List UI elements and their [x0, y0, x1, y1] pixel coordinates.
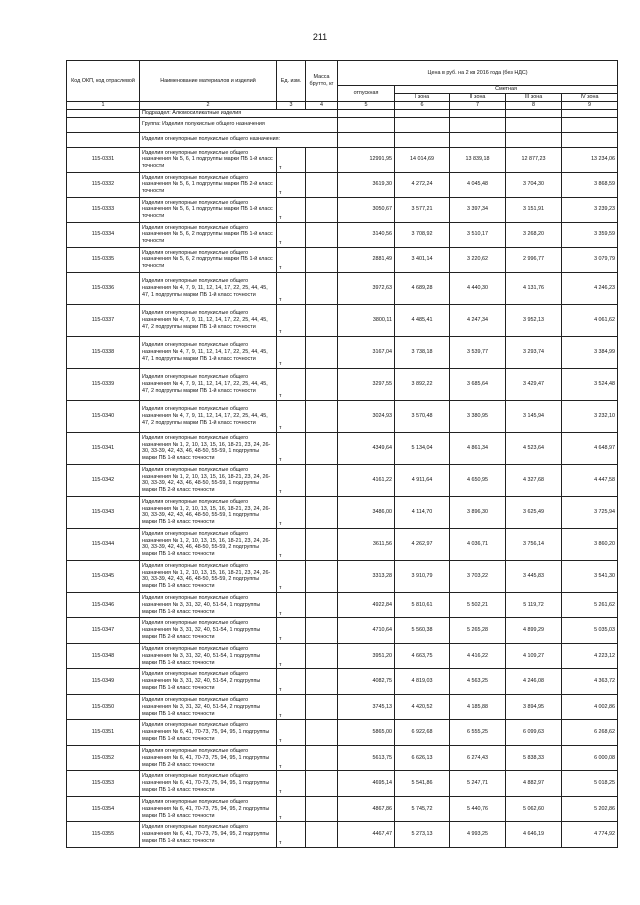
zone-2-price-cell: 3 510,17 — [450, 222, 506, 247]
code-cell: 115-0350 — [67, 694, 140, 720]
release-price-cell: 4922,84 — [338, 592, 395, 618]
unit-cell: т — [277, 368, 306, 400]
zone-1-price-cell: 5 745,72 — [395, 796, 450, 822]
zone-2-price-cell: 5 440,76 — [450, 796, 506, 822]
zone-4-price-cell: 3 239,23 — [562, 197, 618, 222]
price-table — [66, 60, 618, 848]
zone-2-price-cell: 4 993,25 — [450, 822, 506, 848]
zone-1-price-cell: 4 262,97 — [395, 528, 450, 560]
zone-3-price-cell: 3 894,95 — [506, 694, 562, 720]
zone-1-price-cell: 5 560,38 — [395, 618, 450, 644]
release-price-cell: 3024,93 — [338, 400, 395, 432]
zone-2-price-cell: 4 247,34 — [450, 304, 506, 336]
table-row — [67, 618, 618, 644]
name-cell: Изделия огнеупорные полукислые общего назначения № 4, 7, 9, 11, 12, 14, 17, 22, 25, 44, 45, 47, 2 подгруппы марки ПБ 1-й класс точности — [140, 400, 277, 432]
name-cell: Изделия огнеупорные полукислые общего назначения № 4, 7, 9, 11, 12, 14, 17, 22, 25, 44, 45, 47, 2 подгруппы марки ПБ 1-й класс точности — [140, 368, 277, 400]
mass-cell — [306, 400, 338, 432]
code-cell: 115-0337 — [67, 304, 140, 336]
zone-1-price-cell: 4 114,70 — [395, 496, 450, 528]
zone-2-price-cell: 4 185,88 — [450, 694, 506, 720]
zone-2-price-cell: 6 274,43 — [450, 745, 506, 771]
name-cell: Изделия огнеупорные полукислые общего назначения № 1, 2, 10, 13, 15, 16, 18-21, 23, 24, 26-30, 33-39, 42, 43, 46, 48-50, 55-59, 1 подгруппы марки ПБ 1-й класс точности — [140, 496, 277, 528]
code-cell: 115-0349 — [67, 669, 140, 695]
zone-2-price-cell: 3 896,30 — [450, 496, 506, 528]
code-cell: 115-0344 — [67, 528, 140, 560]
code-cell: 115-0355 — [67, 822, 140, 848]
unit-cell: т — [277, 694, 306, 720]
code-cell: 115-0338 — [67, 336, 140, 368]
header-price-title: Цена в руб. на 2 кв 2016 года (без НДС) — [338, 61, 618, 86]
table-row — [67, 496, 618, 528]
release-price-cell: 3297,55 — [338, 368, 395, 400]
zone-1-price-cell: 4 272,24 — [395, 172, 450, 197]
code-cell: 115-0340 — [67, 400, 140, 432]
release-price-cell: 3745,13 — [338, 694, 395, 720]
zone-4-price-cell: 13 234,06 — [562, 147, 618, 172]
zone-3-price-cell: 3 704,30 — [506, 172, 562, 197]
zone-3-price-cell: 2 996,77 — [506, 247, 562, 272]
table-row — [67, 643, 618, 669]
group-label: Группа: Изделия полукислые общего назначения — [140, 117, 338, 132]
table-row — [67, 694, 618, 720]
zone-4-price-cell: 4 061,62 — [562, 304, 618, 336]
table-row — [67, 432, 618, 464]
zone-1-price-cell: 5 541,86 — [395, 771, 450, 797]
unit-cell: т — [277, 720, 306, 746]
unit-cell: т — [277, 464, 306, 496]
name-cell: Изделия огнеупорные полукислые общего назначения № 4, 7, 9, 11, 12, 14, 17, 22, 25, 44, 45, 47, 1 подгруппы марки ПБ 1-й класс точности — [140, 336, 277, 368]
mass-cell — [306, 796, 338, 822]
release-price-cell: 3800,11 — [338, 304, 395, 336]
column-index: 4 — [306, 102, 338, 110]
mass-cell — [306, 643, 338, 669]
table-row — [67, 172, 618, 197]
zone-2-price-cell: 3 703,22 — [450, 560, 506, 592]
unit-cell: т — [277, 272, 306, 304]
zone-4-price-cell: 5 035,03 — [562, 618, 618, 644]
release-price-cell: 3972,63 — [338, 272, 395, 304]
table-row — [67, 720, 618, 746]
unit-cell: т — [277, 336, 306, 368]
code-cell: 115-0336 — [67, 272, 140, 304]
zone-4-price-cell: 4 246,23 — [562, 272, 618, 304]
zone-2-price-cell: 3 397,34 — [450, 197, 506, 222]
zone-4-price-cell: 3 541,30 — [562, 560, 618, 592]
header-release: отпускная — [338, 86, 395, 102]
zone-1-price-cell: 3 708,92 — [395, 222, 450, 247]
zone-3-price-cell: 4 327,68 — [506, 464, 562, 496]
zone-4-price-cell: 3 524,48 — [562, 368, 618, 400]
zone-1-price-cell: 3 577,21 — [395, 197, 450, 222]
zone-3-price-cell: 4 131,76 — [506, 272, 562, 304]
zone-2-price-cell: 4 045,48 — [450, 172, 506, 197]
name-cell: Изделия огнеупорные полукислые общего назначения № 3, 31, 32, 40, 51-54, 1 подгруппы марки ПБ 2-й класс точности — [140, 618, 277, 644]
code-cell: 115-0352 — [67, 745, 140, 771]
zone-4-price-cell: 6 000,08 — [562, 745, 618, 771]
zone-3-price-cell: 3 625,49 — [506, 496, 562, 528]
zone-3-price-cell: 3 445,83 — [506, 560, 562, 592]
release-price-cell: 3050,67 — [338, 197, 395, 222]
mass-cell — [306, 669, 338, 695]
unit-cell: т — [277, 222, 306, 247]
mass-cell — [306, 496, 338, 528]
name-cell: Изделия огнеупорные полукислые общего назначения № 6, 41, 70-73, 75, 94, 95, 1 подгруппы марки ПБ 2-й класс точности — [140, 745, 277, 771]
zone-2-price-cell: 3 685,64 — [450, 368, 506, 400]
zone-4-price-cell: 4 363,72 — [562, 669, 618, 695]
zone-3-price-cell: 5 119,72 — [506, 592, 562, 618]
zone-1-price-cell: 4 485,41 — [395, 304, 450, 336]
zone-1-price-cell: 5 810,61 — [395, 592, 450, 618]
release-price-cell: 3611,56 — [338, 528, 395, 560]
mass-cell — [306, 822, 338, 848]
zone-3-price-cell: 3 268,20 — [506, 222, 562, 247]
code-cell: 115-0353 — [67, 771, 140, 797]
zone-4-price-cell: 6 268,62 — [562, 720, 618, 746]
mass-cell — [306, 528, 338, 560]
table-row — [67, 796, 618, 822]
zone-4-price-cell: 3 079,79 — [562, 247, 618, 272]
mass-cell — [306, 147, 338, 172]
zone-3-price-cell: 5 062,60 — [506, 796, 562, 822]
zone-1-price-cell: 3 910,79 — [395, 560, 450, 592]
code-cell: 115-0333 — [67, 197, 140, 222]
mass-cell — [306, 336, 338, 368]
zone-2-price-cell: 4 563,25 — [450, 669, 506, 695]
code-cell: 115-0331 — [67, 147, 140, 172]
table-row — [67, 822, 618, 848]
mass-cell — [306, 560, 338, 592]
zone-2-price-cell: 5 502,21 — [450, 592, 506, 618]
name-cell: Изделия огнеупорные полукислые общего назначения № 6, 41, 70-73, 75, 94, 95, 1 подгруппы марки ПБ 1-й класс точности — [140, 720, 277, 746]
zone-1-price-cell: 4 819,03 — [395, 669, 450, 695]
release-price-cell: 4161,22 — [338, 464, 395, 496]
name-cell: Изделия огнеупорные полукислые общего назначения № 3, 31, 32, 40, 51-54, 1 подгруппы марки ПБ 1-й класс точности — [140, 643, 277, 669]
table-row — [67, 745, 618, 771]
mass-cell — [306, 368, 338, 400]
zone-1-price-cell: 4 420,52 — [395, 694, 450, 720]
unit-cell: т — [277, 197, 306, 222]
release-price-cell: 2881,49 — [338, 247, 395, 272]
zone-1-price-cell: 3 892,22 — [395, 368, 450, 400]
column-index: 5 — [338, 102, 395, 110]
name-cell: Изделия огнеупорные полукислые общего назначения № 6, 41, 70-73, 75, 94, 95, 2 подгруппы марки ПБ 1-й класс точности — [140, 822, 277, 848]
name-cell: Изделия огнеупорные полукислые общего назначения № 4, 7, 9, 11, 12, 14, 17, 22, 25, 44, 45, 47, 1 подгруппы марки ПБ 1-й класс точности — [140, 272, 277, 304]
column-index: 7 — [450, 102, 506, 110]
table-row — [67, 400, 618, 432]
unit-cell: т — [277, 432, 306, 464]
name-cell: Изделия огнеупорные полукислые общего назначения № 6, 41, 70-73, 75, 94, 95, 2 подгруппы марки ПБ 1-й класс точности — [140, 796, 277, 822]
subsection-label: Подраздел: Алюмосиликатные изделия — [140, 109, 338, 117]
zone-4-price-cell: 5 018,25 — [562, 771, 618, 797]
unit-cell: т — [277, 400, 306, 432]
name-cell: Изделия огнеупорные полукислые общего назначения № 5, 6, 2 подгруппы марки ПБ 1-й класс точности — [140, 222, 277, 247]
code-cell: 115-0339 — [67, 368, 140, 400]
unit-cell: т — [277, 592, 306, 618]
code-cell: 115-0348 — [67, 643, 140, 669]
release-price-cell: 4710,64 — [338, 618, 395, 644]
code-cell: 115-0351 — [67, 720, 140, 746]
table-row — [67, 560, 618, 592]
zone-2-price-cell: 13 839,18 — [450, 147, 506, 172]
zone-1-price-cell: 4 663,75 — [395, 643, 450, 669]
code-cell: 115-0347 — [67, 618, 140, 644]
table-row — [67, 336, 618, 368]
zone-4-price-cell: 3 384,99 — [562, 336, 618, 368]
zone-1-price-cell: 5 134,04 — [395, 432, 450, 464]
release-price-cell: 4467,47 — [338, 822, 395, 848]
mass-cell — [306, 304, 338, 336]
header-mass: Масса брутто, кг — [306, 61, 338, 102]
zone-2-price-cell: 4 861,34 — [450, 432, 506, 464]
mass-cell — [306, 745, 338, 771]
release-price-cell: 3313,28 — [338, 560, 395, 592]
release-price-cell: 4867,86 — [338, 796, 395, 822]
name-cell: Изделия огнеупорные полукислые общего назначения № 4, 7, 9, 11, 12, 14, 17, 22, 25, 44, 45, 47, 2 подгруппы марки ПБ 1-й класс точности — [140, 304, 277, 336]
release-price-cell: 5865,00 — [338, 720, 395, 746]
zone-1-price-cell: 6 922,68 — [395, 720, 450, 746]
zone-3-price-cell: 4 882,97 — [506, 771, 562, 797]
name-cell: Изделия огнеупорные полукислые общего назначения № 1, 2, 10, 13, 15, 16, 18-21, 23, 24, 26-30, 33-39, 42, 43, 46, 48-50, 55-59, 2 подгруппы марки ПБ 1-й класс точности — [140, 560, 277, 592]
zone-3-price-cell: 3 756,14 — [506, 528, 562, 560]
release-price-cell: 3167,04 — [338, 336, 395, 368]
name-cell: Изделия огнеупорные полукислые общего назначения № 1, 2, 10, 13, 15, 16, 18-21, 23, 24, 26-30, 33-39, 42, 43, 46, 48-50, 55-59, 2 подгруппы марки ПБ 1-й класс точности — [140, 528, 277, 560]
release-price-cell: 3619,30 — [338, 172, 395, 197]
zone-3-price-cell: 3 429,47 — [506, 368, 562, 400]
unit-cell: т — [277, 771, 306, 797]
zone-2-price-cell: 5 247,71 — [450, 771, 506, 797]
release-price-cell: 3951,20 — [338, 643, 395, 669]
column-index: 1 — [67, 102, 140, 110]
zone-3-price-cell: 4 646,19 — [506, 822, 562, 848]
mass-cell — [306, 592, 338, 618]
mass-cell — [306, 464, 338, 496]
zone-4-price-cell: 5 202,86 — [562, 796, 618, 822]
name-cell: Изделия огнеупорные полукислые общего назначения № 3, 31, 32, 40, 51-54, 2 подгруппы марки ПБ 1-й класс точности — [140, 694, 277, 720]
unit-cell: т — [277, 669, 306, 695]
zone-4-price-cell: 4 774,92 — [562, 822, 618, 848]
zone-1-price-cell: 6 626,13 — [395, 745, 450, 771]
mass-cell — [306, 247, 338, 272]
name-cell: Изделия огнеупорные полукислые общего назначения № 1, 2, 10, 13, 15, 16, 18-21, 23, 24, 26-30, 33-39, 42, 43, 46, 48-50, 55-59, 1 подгруппы марки ПБ 2-й класс точности — [140, 464, 277, 496]
table-row — [67, 592, 618, 618]
unit-cell: т — [277, 618, 306, 644]
name-cell: Изделия огнеупорные полукислые общего назначения № 1, 2, 10, 13, 15, 16, 18-21, 23, 24, 26-30, 33-39, 42, 43, 46, 48-50, 55-59, 1 подгруппы марки ПБ 1-й класс точности — [140, 432, 277, 464]
column-index: 8 — [506, 102, 562, 110]
release-price-cell: 3140,56 — [338, 222, 395, 247]
header-zone-3: III зона — [506, 94, 562, 102]
unit-cell: т — [277, 745, 306, 771]
mass-cell — [306, 432, 338, 464]
mass-cell — [306, 172, 338, 197]
unit-cell: т — [277, 560, 306, 592]
header-estimated: Сметная — [395, 86, 618, 94]
zone-4-price-cell: 4 223,12 — [562, 643, 618, 669]
zone-3-price-cell: 4 109,27 — [506, 643, 562, 669]
table-row — [67, 272, 618, 304]
zone-3-price-cell: 3 952,13 — [506, 304, 562, 336]
column-index: 2 — [140, 102, 277, 110]
zone-2-price-cell: 4 416,22 — [450, 643, 506, 669]
release-price-cell: 4082,75 — [338, 669, 395, 695]
zone-1-price-cell: 14 014,69 — [395, 147, 450, 172]
zone-4-price-cell: 4 648,97 — [562, 432, 618, 464]
table-row — [67, 247, 618, 272]
name-cell: Изделия огнеупорные полукислые общего назначения № 5, 6, 1 подгруппы марки ПБ 2-й класс точности — [140, 172, 277, 197]
mass-cell — [306, 618, 338, 644]
zone-2-price-cell: 4 650,95 — [450, 464, 506, 496]
unit-cell: т — [277, 172, 306, 197]
zone-2-price-cell: 4 440,30 — [450, 272, 506, 304]
mass-cell — [306, 222, 338, 247]
page-number: 211 — [312, 32, 328, 42]
zone-4-price-cell: 3 359,59 — [562, 222, 618, 247]
zone-2-price-cell: 3 539,77 — [450, 336, 506, 368]
unit-cell: т — [277, 304, 306, 336]
zone-4-price-cell: 3 232,10 — [562, 400, 618, 432]
header-name: Наименование материалов и изделий — [140, 61, 277, 102]
header-zone-2: II зона — [450, 94, 506, 102]
name-cell: Изделия огнеупорные полукислые общего назначения № 5, 6, 1 подгруппы марки ПБ 1-й класс точности — [140, 147, 277, 172]
release-price-cell: 5613,75 — [338, 745, 395, 771]
zone-3-price-cell: 4 899,29 — [506, 618, 562, 644]
zone-2-price-cell: 3 380,95 — [450, 400, 506, 432]
unit-cell: т — [277, 643, 306, 669]
zone-3-price-cell: 4 523,64 — [506, 432, 562, 464]
code-cell: 115-0354 — [67, 796, 140, 822]
zone-1-price-cell: 3 570,48 — [395, 400, 450, 432]
code-cell: 115-0346 — [67, 592, 140, 618]
zone-3-price-cell: 3 151,91 — [506, 197, 562, 222]
mass-cell — [306, 272, 338, 304]
unit-cell: т — [277, 147, 306, 172]
zone-4-price-cell: 4 002,86 — [562, 694, 618, 720]
table-row — [67, 771, 618, 797]
mass-cell — [306, 771, 338, 797]
name-cell: Изделия огнеупорные полукислые общего назначения № 3, 31, 32, 40, 51-54, 2 подгруппы марки ПБ 1-й класс точности — [140, 669, 277, 695]
table-row — [67, 669, 618, 695]
zone-1-price-cell: 5 273,13 — [395, 822, 450, 848]
table-row — [67, 464, 618, 496]
zone-4-price-cell: 4 447,58 — [562, 464, 618, 496]
zone-1-price-cell: 4 689,28 — [395, 272, 450, 304]
mass-cell — [306, 197, 338, 222]
table-row — [67, 368, 618, 400]
zone-1-price-cell: 3 738,18 — [395, 336, 450, 368]
zone-3-price-cell: 3 145,94 — [506, 400, 562, 432]
header-code: Код ОКП, код отраслевой — [67, 61, 140, 102]
code-cell: 115-0342 — [67, 464, 140, 496]
zone-4-price-cell: 3 868,59 — [562, 172, 618, 197]
table-row — [67, 147, 618, 172]
column-index: 3 — [277, 102, 306, 110]
table-row — [67, 222, 618, 247]
header-unit: Ед. изм. — [277, 61, 306, 102]
header-zone-4: IV зона — [562, 94, 618, 102]
zone-2-price-cell: 6 555,25 — [450, 720, 506, 746]
zone-3-price-cell: 3 293,74 — [506, 336, 562, 368]
zone-1-price-cell: 3 401,14 — [395, 247, 450, 272]
mass-cell — [306, 720, 338, 746]
unit-cell: т — [277, 822, 306, 848]
zone-4-price-cell: 3 725,94 — [562, 496, 618, 528]
zone-2-price-cell: 3 220,62 — [450, 247, 506, 272]
code-cell: 115-0343 — [67, 496, 140, 528]
zone-1-price-cell: 4 911,64 — [395, 464, 450, 496]
category-label: Изделия огнеупорные полукислые общего назначения: — [140, 132, 338, 147]
zone-3-price-cell: 6 099,63 — [506, 720, 562, 746]
table-row — [67, 304, 618, 336]
header-zone-1: I зона — [395, 94, 450, 102]
unit-cell: т — [277, 528, 306, 560]
code-cell: 115-0335 — [67, 247, 140, 272]
unit-cell: т — [277, 496, 306, 528]
zone-4-price-cell: 3 860,20 — [562, 528, 618, 560]
unit-cell: т — [277, 247, 306, 272]
code-cell: 115-0332 — [67, 172, 140, 197]
zone-3-price-cell: 5 838,33 — [506, 745, 562, 771]
column-index: 6 — [395, 102, 450, 110]
release-price-cell: 4695,14 — [338, 771, 395, 797]
table-row — [67, 528, 618, 560]
name-cell: Изделия огнеупорные полукислые общего назначения № 5, 6, 1 подгруппы марки ПБ 1-й класс точности — [140, 197, 277, 222]
column-index: 9 — [562, 102, 618, 110]
table-row — [67, 197, 618, 222]
release-price-cell: 3486,00 — [338, 496, 395, 528]
unit-cell: т — [277, 796, 306, 822]
zone-2-price-cell: 4 036,71 — [450, 528, 506, 560]
name-cell: Изделия огнеупорные полукислые общего назначения № 6, 41, 70-73, 75, 94, 95, 1 подгруппы марки ПБ 1-й класс точности — [140, 771, 277, 797]
release-price-cell: 12991,95 — [338, 147, 395, 172]
release-price-cell: 4349,64 — [338, 432, 395, 464]
code-cell: 115-0345 — [67, 560, 140, 592]
code-cell: 115-0334 — [67, 222, 140, 247]
zone-2-price-cell: 5 265,28 — [450, 618, 506, 644]
zone-4-price-cell: 5 261,62 — [562, 592, 618, 618]
zone-3-price-cell: 12 877,23 — [506, 147, 562, 172]
code-cell: 115-0341 — [67, 432, 140, 464]
mass-cell — [306, 694, 338, 720]
name-cell: Изделия огнеупорные полукислые общего назначения № 5, 6, 2 подгруппы марки ПБ 1-й класс точности — [140, 247, 277, 272]
zone-3-price-cell: 4 246,08 — [506, 669, 562, 695]
name-cell: Изделия огнеупорные полукислые общего назначения № 3, 31, 32, 40, 51-54, 1 подгруппы марки ПБ 1-й класс точности — [140, 592, 277, 618]
